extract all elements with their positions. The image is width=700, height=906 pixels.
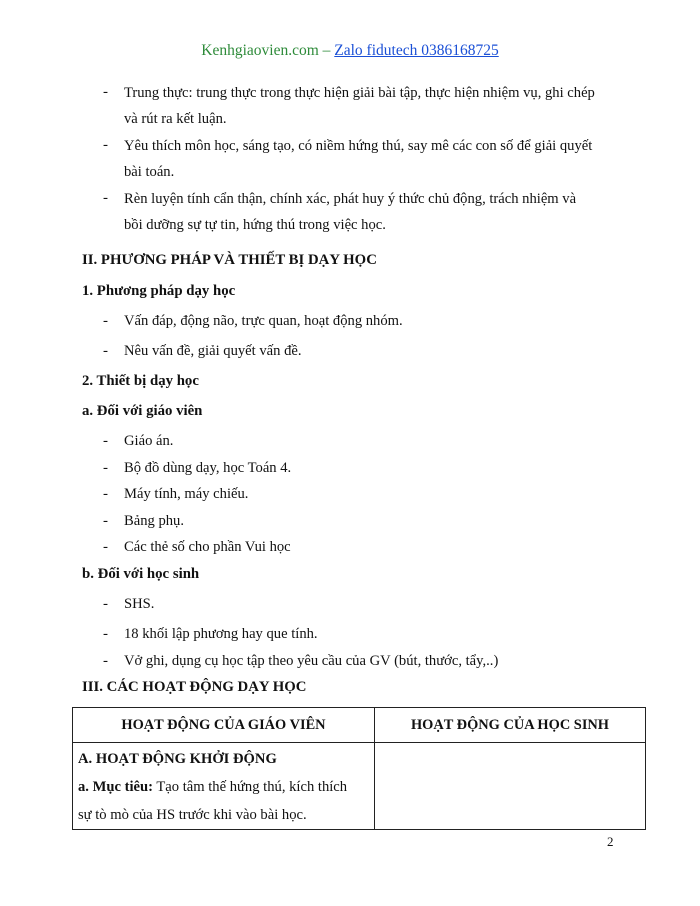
page-header	[0, 42, 700, 60]
list-item: Vở ghi, dụng cụ học tập theo yêu cầu của GV (bút, thước, tẩy,..)	[124, 653, 499, 669]
bullet-dash: -	[103, 343, 108, 359]
section-title: III. CÁC HOẠT ĐỘNG DẠY HỌC	[82, 679, 307, 695]
bullet-dash: -	[103, 137, 108, 153]
list-item: Máy tính, máy chiếu.	[124, 486, 249, 502]
teacher-column-header: HOẠT ĐỘNG CỦA GIÁO VIÊN	[73, 708, 375, 743]
subsection-title: 1. Phương pháp dạy học	[82, 283, 236, 299]
site-name: Kenhgiaovien.com	[201, 42, 319, 59]
list-item: Giáo án.	[124, 433, 174, 449]
student-activity-cell	[375, 743, 646, 830]
subsection-title: 2. Thiết bị dạy học	[82, 373, 199, 389]
bullet-dash: -	[103, 539, 108, 555]
subsection-title: a. Đối với giáo viên	[82, 403, 203, 419]
bullet-dash: -	[103, 486, 108, 502]
list-item: Nêu vấn đề, giải quyết vấn đề.	[124, 343, 302, 359]
activity-goal	[78, 773, 369, 801]
bullet-dash: -	[103, 513, 108, 529]
list-item-line: và rút ra kết luận.	[124, 111, 227, 127]
table-row	[73, 743, 646, 830]
list-item-line: Trung thực: trung thực trong thực hiện giải bài tập, thực hiện nhiệm vụ, ghi chép	[124, 85, 595, 101]
bullet-dash: -	[103, 313, 108, 329]
student-column-header: HOẠT ĐỘNG CỦA HỌC SINH	[375, 708, 646, 743]
page-number: 2	[607, 834, 614, 849]
activity-title: A. HOẠT ĐỘNG KHỞI ĐỘNG	[78, 751, 277, 767]
list-item-line: Yêu thích môn học, sáng tạo, có niềm hứng thú, say mê các con số để giải quyết	[124, 138, 593, 154]
list-item: Các thẻ số cho phần Vui học	[124, 539, 291, 555]
table-header-row	[73, 708, 646, 743]
header-separator: –	[322, 42, 331, 59]
bullet-dash: -	[103, 84, 108, 100]
list-item-line: bài toán.	[124, 164, 175, 180]
bullet-dash: -	[103, 653, 108, 669]
subsection-title: b. Đối với học sinh	[82, 566, 200, 582]
bullet-dash: -	[103, 433, 108, 449]
goal-text: Tạo tâm thế hứng thú, kích thích	[152, 779, 348, 795]
bullet-dash: -	[103, 460, 108, 476]
list-item: SHS.	[124, 596, 155, 612]
contact-link[interactable]: Zalo fidutech 0386168725	[334, 42, 499, 59]
list-item-line: Rèn luyện tính cẩn thận, chính xác, phát huy ý thức chủ động, trách nhiệm và	[124, 191, 577, 207]
list-item: Bộ đồ dùng dạy, học Toán 4.	[124, 460, 292, 476]
goal-text-continued: sự tò mò của HS trước khi vào bài học.	[78, 807, 307, 823]
list-item-line: bồi dưỡng sự tự tin, hứng thú trong việc học.	[124, 217, 386, 233]
list-item: Vấn đáp, động não, trực quan, hoạt động nhóm.	[124, 313, 403, 329]
list-item: 18 khối lập phương hay que tính.	[124, 626, 318, 642]
list-item: Bảng phụ.	[124, 513, 184, 529]
activities-table	[72, 707, 646, 830]
bullet-dash: -	[103, 190, 108, 206]
bullet-dash: -	[103, 626, 108, 642]
teacher-activity-cell	[73, 743, 375, 830]
bullet-dash: -	[103, 596, 108, 612]
section-title: II. PHƯƠNG PHÁP VÀ THIẾT BỊ DẠY HỌC	[82, 252, 377, 268]
goal-label: a. Mục tiêu:	[78, 779, 153, 795]
